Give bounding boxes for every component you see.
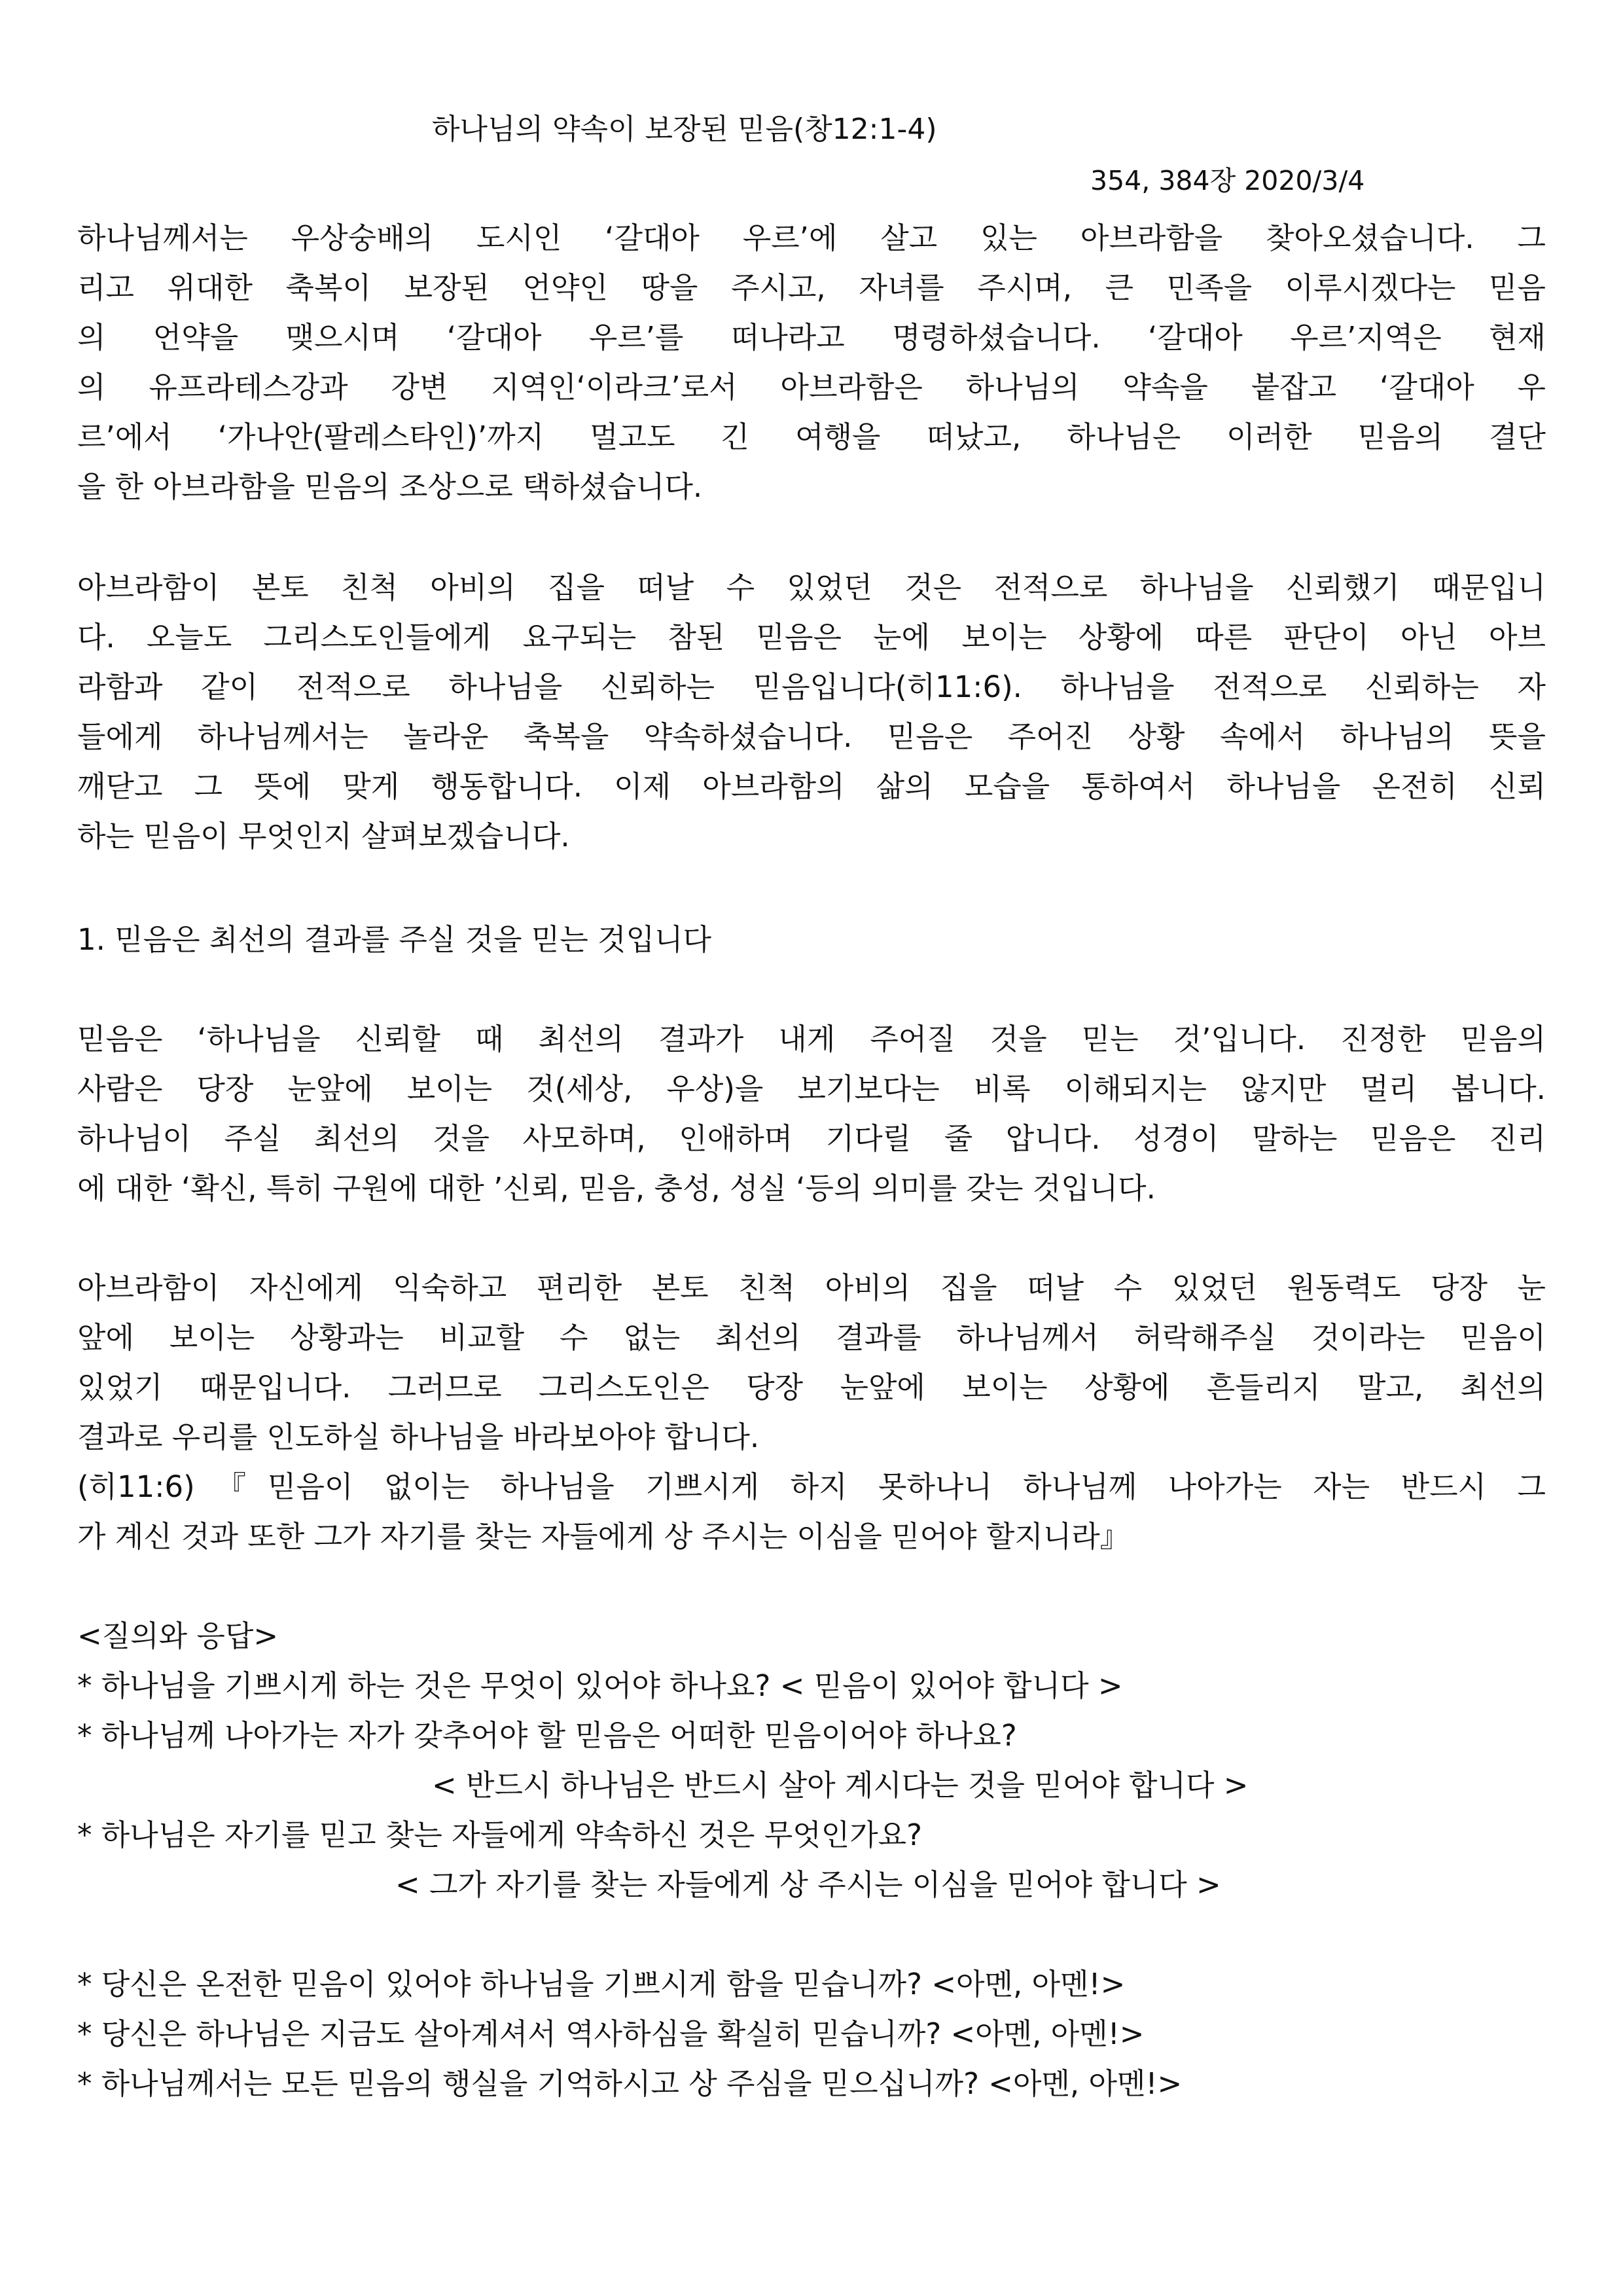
paragraph-line: 의 언약을 맺으시며 ‘갈대아 우르’를 떠나라고 명령하셨습니다. ‘갈대아 우르’지역은 현재: [77, 320, 1546, 355]
paragraph-1: [77, 213, 1546, 512]
paragraph-line: 들에게 하나님께서는 놀라운 축복을 약속하셨습니다. 믿음은 주어진 상황 속에서 하나님의 뜻을: [77, 719, 1546, 754]
qa-question-2: * 하나님께 나아가는 자가 갖추어야 할 믿음은 어떠한 믿음이어야 하나요?: [77, 1718, 1017, 1753]
paragraph-3: [77, 1014, 1546, 1213]
bible-verse: [77, 1462, 1546, 1562]
paragraph-line: 깨닫고 그 뜻에 맞게 행동합니다. 이제 아브라함의 삶의 모습을 통하여서 하나님을 온전히 신뢰: [77, 769, 1546, 804]
paragraph-4: [77, 1263, 1546, 1462]
paragraph-line: 사람은 당장 눈앞에 보이는 것(세상, 우상)을 보기보다는 비록 이해되지는 않지만 멀리 봅니다.: [77, 1071, 1546, 1106]
hymn-and-date: 354, 384장 2020/3/4: [1090, 165, 1365, 196]
paragraph-line: 있었기 때문입니다. 그러므로 그리스도인은 당장 눈앞에 보이는 상황에 흔들리지 말고, 최선의: [77, 1370, 1546, 1405]
paragraph-line: 라함과 같이 전적으로 하나님을 신뢰하는 믿음입니다(히11:6). 하나님을 전적으로 신뢰하는 자: [77, 670, 1546, 704]
confession-2: * 당신은 하나님은 지금도 살아계셔서 역사하심을 확실히 믿습니까? <아멘, 아멘!>: [77, 2017, 1145, 2051]
sermon-title: 하나님의 약속이 보장된 믿음(창12:1-4): [432, 113, 937, 146]
paragraph-line: 을 한 아브라함을 믿음의 조상으로 택하셨습니다.: [77, 469, 703, 504]
paragraph-line: 하나님께서는 우상숭배의 도시인 ‘갈대아 우르’에 살고 있는 아브라함을 찾아오셨습니다. 그: [77, 221, 1546, 255]
qa-heading: <질의와 응답>: [77, 1619, 279, 1653]
verse-line: (히11:6)『믿음이 없이는 하나님을 기쁘시게 하지 못하나니 하나님께 나아가는 자는 반드시 그: [77, 1469, 1546, 1504]
paragraph-line: 에 대한 ‘확신, 특히 구원에 대한 ’신뢰, 믿음, 충성, 성실 ‘등의 의미를 갖는 것입니다.: [77, 1171, 1156, 1206]
paragraph-line: 믿음은 ‘하나님을 신뢰할 때 최선의 결과가 내게 주어질 것을 믿는 것’입니다. 진정한 믿음의: [77, 1022, 1546, 1056]
qa-answer-3: < 그가 자기를 찾는 자들에게 상 주시는 이심을 믿어야 합니다 >: [395, 1867, 1221, 1902]
paragraph-2: [77, 563, 1546, 861]
qa-answer-2: < 반드시 하나님은 반드시 살아 계시다는 것을 믿어야 합니다 >: [432, 1768, 1249, 1803]
paragraph-line: 아브라함이 자신에게 익숙하고 편리한 본토 친척 아비의 집을 떠날 수 있었던 원동력도 당장 눈: [77, 1270, 1546, 1305]
paragraph-line: 아브라함이 본토 친척 아비의 집을 떠날 수 있었던 것은 전적으로 하나님을 신뢰했기 때문입니: [77, 570, 1546, 605]
paragraph-line: 하나님이 주실 최선의 것을 사모하며, 인애하며 기다릴 줄 압니다. 성경이 말하는 믿음은 진리: [77, 1121, 1546, 1156]
confession-1: * 당신은 온전한 믿음이 있어야 하나님을 기쁘시게 함을 믿습니까? <아멘, 아멘!>: [77, 1967, 1126, 2001]
paragraph-line: 다. 오늘도 그리스도인들에게 요구되는 참된 믿음은 눈에 보이는 상황에 따른 판단이 아닌 아브: [77, 620, 1546, 655]
section-heading: 1. 믿음은 최선의 결과를 주실 것을 믿는 것입니다: [77, 922, 711, 957]
paragraph-line: 르’에서 ‘가나안(팔레스타인)’까지 멀고도 긴 여행을 떠났고, 하나님은 이러한 믿음의 결단: [77, 420, 1546, 454]
paragraph-line: 하는 믿음이 무엇인지 살펴보겠습니다.: [77, 819, 570, 853]
paragraph-line: 의 유프라테스강과 강변 지역인‘이라크’로서 아브라함은 하나님의 약속을 붙잡고 ‘갈대아 우: [77, 370, 1546, 404]
confession-3: * 하나님께서는 모든 믿음의 행실을 기억하시고 상 주심을 믿으십니까? <아멘, 아멘!>: [77, 2066, 1183, 2101]
qa-question-1: * 하나님을 기쁘시게 하는 것은 무엇이 있어야 하나요? < 믿음이 있어야 합니다 >: [77, 1668, 1123, 1703]
paragraph-line: 결과로 우리를 인도하실 하나님을 바라보아야 합니다.: [77, 1420, 760, 1454]
paragraph-line: 리고 위대한 축복이 보장된 언약인 땅을 주시고, 자녀를 주시며, 큰 민족을 이루시겠다는 믿음: [77, 270, 1546, 305]
verse-line: 가 계신 것과 또한 그가 자기를 찾는 자들에게 상 주시는 이심을 믿어야 할지니라』: [77, 1519, 1130, 1554]
paragraph-line: 앞에 보이는 상황과는 비교할 수 없는 최선의 결과를 하나님께서 허락해주실 것이라는 믿음이: [77, 1320, 1546, 1355]
qa-question-3: * 하나님은 자기를 믿고 찾는 자들에게 약속하신 것은 무엇인가요?: [77, 1818, 923, 1852]
